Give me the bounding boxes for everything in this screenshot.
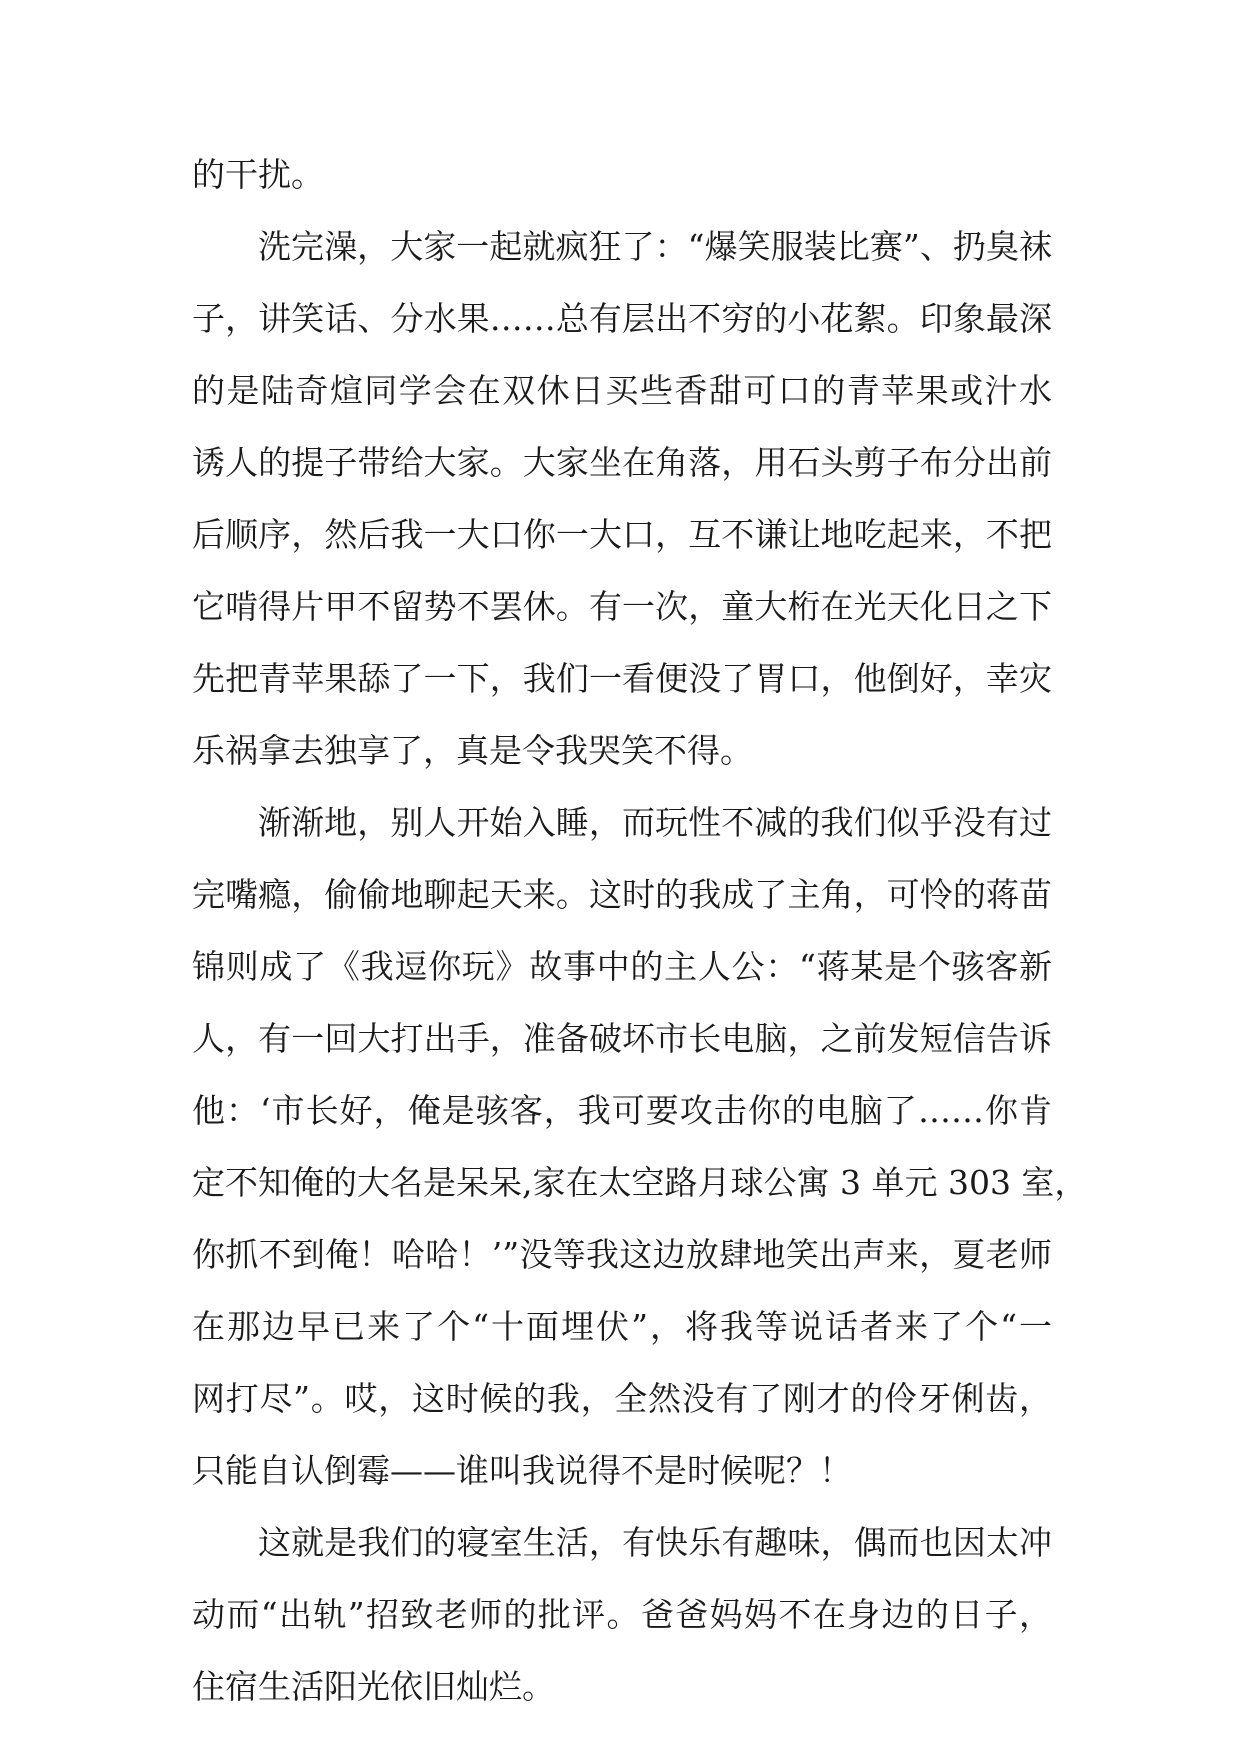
text-line: 它啃得片甲不留势不罢休。有一次，童大桁在光天化日之下 [192,587,1052,626]
text-line: 完嘴瘾，偷偷地聊起天来。这时的我成了主角，可怜的蒋苗 [192,875,1052,914]
text-line: 子，讲笑话、分水果……总有层出不穷的小花絮。印象最深 [192,299,1052,338]
text-line: 这就是我们的寝室生活，有快乐有趣味，偶而也因太冲 [258,1523,1052,1562]
text-line: 锦则成了《我逗你玩》故事中的主人公：“蒋某是个骇客新 [192,947,1052,986]
text-line: 定不知俺的大名是呆呆,家在太空路月球公寓 3 单元 303 室， [192,1163,1088,1202]
text-line: 住宿生活阳光依旧灿烂。 [192,1667,555,1706]
text-line: 只能自认倒霉——谁叫我说得不是时候呢？！ [192,1451,852,1490]
text-line: 网打尽”。哎，这时候的我，全然没有了刚才的伶牙俐齿， [192,1379,1052,1418]
text-line: 的干扰。 [192,155,324,194]
text-line: 动而“出轨”招致老师的批评。爸爸妈妈不在身边的日子， [192,1595,1052,1634]
text-line: 先把青苹果舔了一下，我们一看便没了胃口，他倒好，幸灾 [192,659,1052,698]
text-line: 你抓不到俺！哈哈！’”没等我这边放肆地笑出声来，夏老师 [192,1235,1052,1274]
text-line: 诱人的提子带给大家。大家坐在角落，用石头剪子布分出前 [192,443,1052,482]
text-line: 人，有一回大打出手，准备破坏市长电脑，之前发短信告诉 [192,1019,1052,1058]
text-line: 在那边早已来了个“十面埋伏”，将我等说话者来了个“一 [192,1307,1052,1346]
text-line: 他：‘市长好，俺是骇客，我可要攻击你的电脑了……你肯 [192,1091,1052,1130]
text-line: 洗完澡，大家一起就疯狂了：“爆笑服装比赛”、扔臭袜 [258,227,1052,266]
text-line: 后顺序，然后我一大口你一大口，互不谦让地吃起来，不把 [192,515,1052,554]
text-line: 乐祸拿去独享了，真是令我哭笑不得。 [192,731,753,770]
text-line: 渐渐地，别人开始入睡，而玩性不减的我们似乎没有过 [258,803,1052,842]
text-line: 的是陆奇煊同学会在双休日买些香甜可口的青苹果或汁水 [192,371,1052,410]
